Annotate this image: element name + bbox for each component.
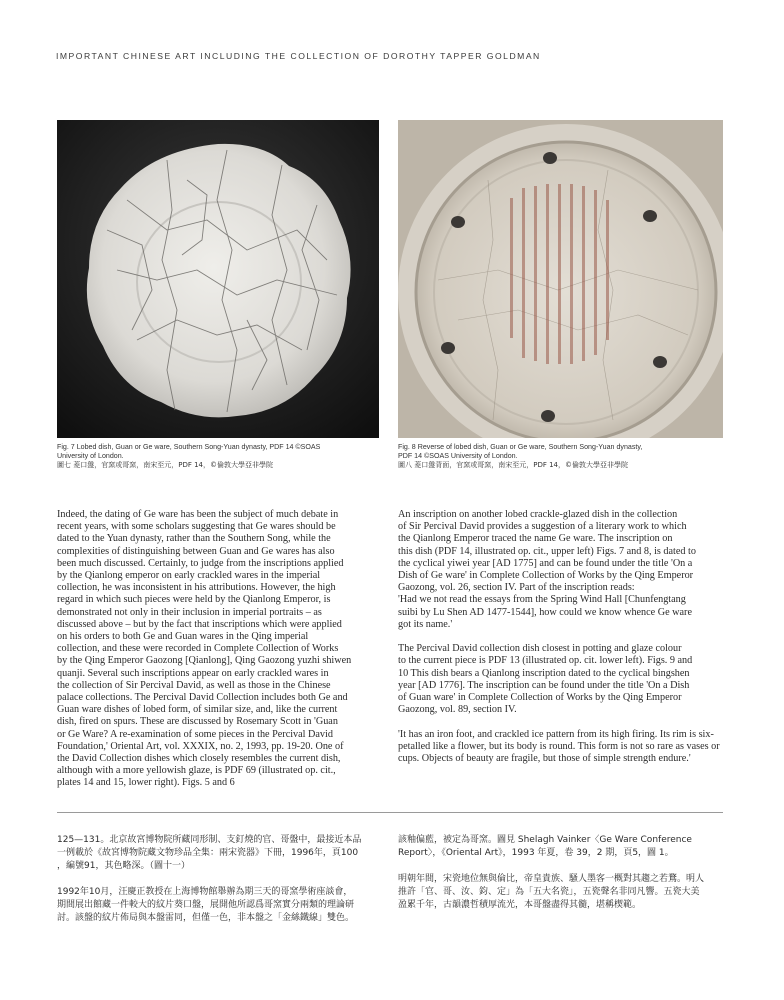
chinese-paragraph xyxy=(57,834,379,873)
figure-7-caption xyxy=(57,443,357,470)
text-line: dated to the Yuan dynasty, rather than the Southern Song, while the xyxy=(57,533,331,545)
text-line: the David Collection dishes which closely resembles the current dish, xyxy=(57,753,341,765)
text-line: plates 14 and 15, lower right). Figs. 5 and 6 xyxy=(57,777,235,789)
text-line: Guan ware dishes of lobed form, of similar size, and, like the current xyxy=(57,704,338,716)
text-line: An inscription on another lobed crackle-glazed dish in the collection xyxy=(398,509,678,520)
figure-8-caption xyxy=(398,443,698,470)
left-text-column xyxy=(57,509,379,802)
text-line: the collection of Sir Percival David, as well as those in the Chinese xyxy=(57,679,331,691)
text-line: although with a more yellowish glaze, is PDF 69 (illustrated op. cit., xyxy=(57,765,336,777)
text-line: got its name.' xyxy=(398,618,453,630)
text-line: recent years, with some scholars suggesting that Ge wares should be xyxy=(57,521,336,533)
text-line: or Ge Ware? A re-examination of some pieces in the Percival David xyxy=(57,728,333,740)
text-line: 期間展出館藏一件較大的紋片葵口盤，展開他所認爲哥窯實分兩類的理論研 xyxy=(57,900,355,910)
paragraph xyxy=(398,643,724,716)
text-line: Report〉，《Oriental Art》，1993 年夏，卷 39，2 期，頁5，圖 1。 xyxy=(398,848,674,858)
text-line: by the Qing Emperor Gaozong [Qianlong], Qing Gaozong yuzhi shiwen xyxy=(57,655,352,667)
text-line: dish, fired on spurs. These are discussed by Rosemary Scott in 'Guan xyxy=(57,716,338,728)
caption-en-line: Fig. 7 Lobed dish, Guan or Ge ware, Southern Song-Yuan dynasty, PDF 14 ©SOAS xyxy=(57,443,321,451)
caption-en-line: Fig. 8 Reverse of lobed dish, Guan or Ge ware, Southern Song-Yuan dynasty, xyxy=(398,443,643,451)
chinese-paragraph xyxy=(398,834,724,860)
text-line: 一例載於《故宮博物院藏文物珍品全集：兩宋瓷器》下冊，1996年，頁100 xyxy=(57,848,359,858)
paragraph xyxy=(398,509,724,631)
caption-en-line: PDF 14 ©SOAS University of London. xyxy=(398,452,518,460)
text-line: 10 This dish bears a Qianlong inscription dated to the cyclical bingshen xyxy=(398,667,690,679)
text-line: Foundation,' Oriental Art, vol. XXXIX, no. 2, 1993, pp. 19-20. One of xyxy=(57,740,344,752)
chinese-paragraph xyxy=(398,873,724,912)
text-line: collection, and these were recorded in Complete Collection of Works xyxy=(57,643,339,655)
text-line: palace collections. The Percival David Collection includes both Ge and xyxy=(57,692,348,704)
text-line: suibi by Lu Shen AD 1477-1544], how could we know whence Ge ware xyxy=(398,606,692,618)
text-line: 125—131。北京故宮博物院所藏同形制、支釘燒的官、哥盤中，最接近本品 xyxy=(57,835,362,845)
text-line: 'It has an iron foot, and crackled ice pattern from its high firing. Its rim is six- xyxy=(398,728,714,740)
text-line: of Sir Percival David provides a suggestion of a literary work to which xyxy=(398,521,687,533)
text-line: 討。該盤的紋片佈局與本盤雷同，但僅一色，非本盤之「金絲鐵線」雙色。 xyxy=(57,913,355,923)
text-line: on his orders to both Ge and Guan wares in the Qing imperial xyxy=(57,631,309,643)
figure-8-dish-reverse-photo xyxy=(398,120,723,438)
text-line: Indeed, the dating of Ge ware has been the subject of much debate in xyxy=(57,509,339,520)
text-line: collection, he was inconsistent in his attributions. However, the high xyxy=(57,582,336,594)
text-line: regard in which such pieces were held by the Qianlong Emperor, is xyxy=(57,594,331,606)
text-line: Dish of Ge ware' in Complete Collection of Works by the Qing Emperor xyxy=(398,570,694,582)
text-line: of Guan ware' in Complete Collection of Works by the Qing Emperor xyxy=(398,692,682,704)
text-line: 明朝年間，宋瓷地位無與倫比，帝皇貴族、騷人墨客一概對其趨之若鶩。明人 xyxy=(398,874,705,884)
section-divider xyxy=(57,812,723,813)
text-line: year [AD 1776]. The inscription can be found under the title 'On a Dish xyxy=(398,679,690,691)
text-line: Gaozong, vol. 26, section IV. Part of the inscription reads: xyxy=(398,582,635,594)
text-line: 該釉偏藍，被定為哥窯。圖見 Shelagh Vainker〈Ge Ware Conference xyxy=(398,835,692,845)
text-line: The Percival David collection dish closest in potting and glaze colour xyxy=(398,643,682,655)
figure-7-lobed-dish-photo xyxy=(57,120,379,438)
text-line: 1992年10月，汪慶正教授在上海博物館舉辦為期三天的哥窯學術座談會， xyxy=(57,887,353,897)
text-line: been much discussed. Certainly, to judge from the inscriptions applied xyxy=(57,557,344,569)
caption-zh-line: 圖七 菱口盤，官窯或哥窯，南宋至元，PDF 14，©倫敦大學亞非學院 xyxy=(57,461,273,469)
text-line: to the current piece is PDF 13 (illustrated op. cit. lower left). Figs. 9 and xyxy=(398,655,693,667)
text-line: complexities of distinguishing between Guan and Ge wares has also xyxy=(57,545,335,557)
text-line: Gaozong, vol. 89, section IV. xyxy=(398,704,517,716)
text-line: 'Had we not read the essays from the Spring Wind Hall [Chunfengtang xyxy=(398,594,686,606)
text-line: 盈累千年，古韻濃哲積厚流光，本哥盤盡得其髓，堪稱楔範。 xyxy=(398,900,642,910)
text-line: by the Qianlong emperor on early crackled wares in the imperial xyxy=(57,570,321,582)
text-line: petalled like a flower, but its body is round. This form is not so rare as vases or xyxy=(398,740,720,752)
inscription-marks xyxy=(510,184,609,364)
text-line: cups. Objects of beauty are fragile, but those of simple strength endure.' xyxy=(398,753,691,765)
text-line: quanji. Several such inscriptions appear on early crackled wares in xyxy=(57,667,329,679)
caption-en-line: University of London. xyxy=(57,452,124,460)
text-line: discussed above – but by the fact that inscriptions which were applied xyxy=(57,618,342,630)
text-line: demonstrated not only in their inclusion in imperial portraits – as xyxy=(57,606,322,618)
lobed-dish-illustration xyxy=(57,120,379,438)
text-line: the cyclical yiwei year [AD 1775] and can be found under the title 'On a xyxy=(398,557,693,569)
text-line: ，編號91，其色略深。（圖十一） xyxy=(57,861,190,871)
chinese-text-left xyxy=(57,834,379,938)
quotation-paragraph xyxy=(398,729,724,766)
caption-zh-line: 圖八 菱口盤背面，官窯或哥窯，南宋至元，PDF 14，©倫敦大學亞非學院 xyxy=(398,461,628,469)
dish-reverse-illustration xyxy=(398,120,723,438)
paragraph xyxy=(57,509,379,790)
text-line: 推許「官、哥、汝、鈞、定」為「五大名瓷」，五瓷聲名非同凡響。五瓷大美 xyxy=(398,887,700,897)
text-line: the Qianlong Emperor traced the name Ge ware. The inscription on xyxy=(398,533,673,545)
running-header: IMPORTANT CHINESE ART INCLUDING THE COLLECTION OF DOROTHY TAPPER GOLDMAN xyxy=(56,51,541,61)
chinese-paragraph xyxy=(57,886,379,925)
text-line: this dish (PDF 14, illustrated op. cit., upper left) Figs. 7 and 8, is dated to xyxy=(398,545,696,557)
right-text-column xyxy=(398,509,724,777)
chinese-text-right xyxy=(398,834,724,925)
